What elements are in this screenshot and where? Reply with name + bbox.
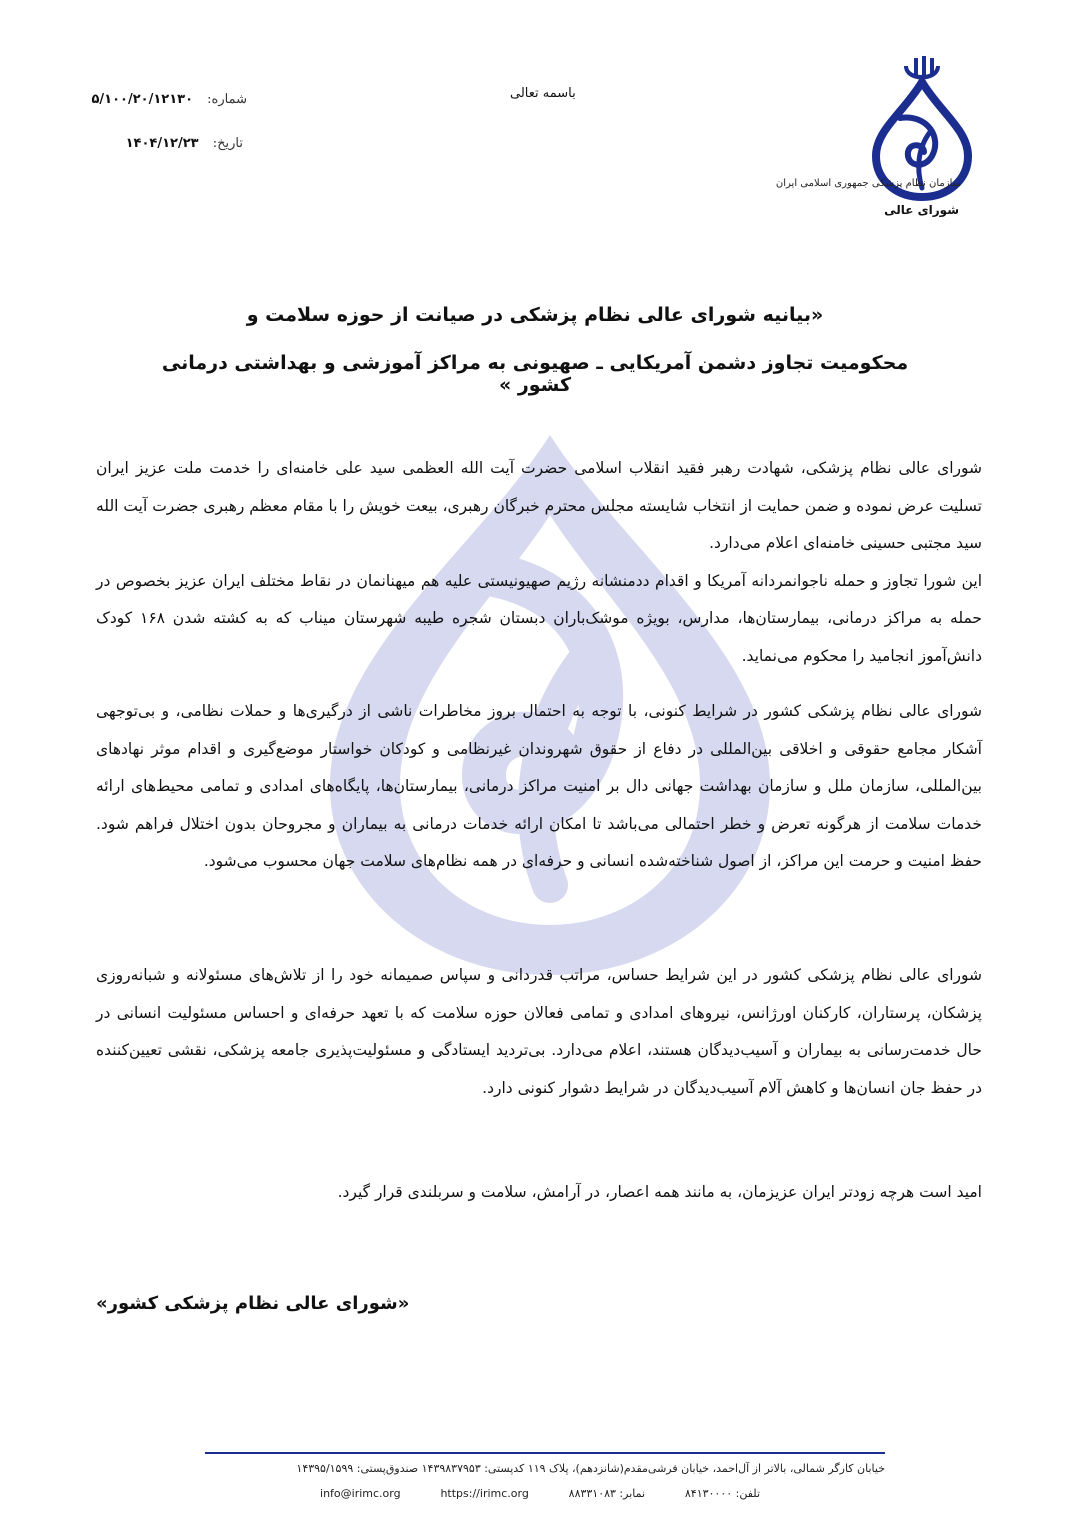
footer-phone: تلفن: ۸۴۱۳۰۰۰۰ (684, 1487, 760, 1500)
footer-email-link[interactable]: info@irimc.org (320, 1487, 401, 1500)
footer-website-link[interactable]: https://irimc.org (440, 1487, 529, 1500)
date-value: ۱۴۰۴/۱۲/۲۳ (125, 136, 199, 151)
paragraph-3-text: شورای عالی نظام پزشکی کشور در این شرایط حساس، مراتب قدردانی و سپاس صمیمانه خود را از تلاش‌های مسئولانه و شبانه‌روزی پزشکان، پرستاران، کارکنان اورژانس، نیروهای امدادی و تمامی فعالان حوزه سلامت که با تعهد حرفه‌ای و احساس مسئولیت انسانی در حال خدمت‌رسانی به بیماران و آسیب‌دیدگان هستند، اعلام می‌دارد. بی‌تردید ایستادگی و مسئولیت‌پذیری جامعه پزشکی، نقشی تعیین‌کننده در حفظ جان انسان‌ها و کاهش آلام آسیب‌دیدگان در شرایط دشوار کنونی دارد. (96, 966, 982, 1097)
paragraph-4 (96, 1174, 982, 1212)
footer-contact (320, 1487, 760, 1500)
paragraph-1-text: شورای عالی نظام پزشکی، شهادت رهبر فقید انقلاب اسلامی حضرت آیت الله العظمی سید علی خامنه‌ای را خدمت ملت عزیز ایران تسلیت عرض نموده و ضمن حمایت از انتخاب شایسته مجلس محترم خبرگان رهبری، بیعت خویش را با مقام معظم رهبری جضرت آیت الله سید مجتبی حسینی خامنه‌ای اعلام می‌دارد. (96, 459, 982, 552)
number-value: ۵/۱۰۰/۲۰/۱۲۱۳۰ (91, 92, 194, 107)
irimc-logo-icon (862, 52, 982, 222)
paragraph-1 (96, 450, 982, 675)
paragraph-2 (96, 693, 982, 881)
letter-number (91, 92, 247, 107)
statement-title-line-1: «بیانیه شورای عالی نظام پزشکی در صیانت از حوزه سلامت و (246, 304, 824, 326)
signature: «شورای عالی نظام پزشکی کشور» (96, 1293, 410, 1314)
footer-fax: نمابر: ۸۸۳۳۱۰۸۳ (568, 1487, 646, 1500)
basmala: باسمه تعالی (510, 86, 576, 101)
council-label: شورای عالی (884, 203, 959, 217)
paragraph-1b-text: این شورا تجاوز و حمله ناجوانمردانه آمریکا و اقدام ددمنشانه رژیم صهیونیستی علیه هم میهنانمان در نقاط مختلف ایران عزیز بخصوص در حمله به مراکز درمانی، بیمارستان‌ها، مدارس، بویژه موشک‌باران دبستان شجره طیبه شهرستان میناب که به کشته شدن ۱۶۸ کودک دانش‌آموز انجامید را محکوم می‌نماید. (96, 571, 982, 665)
date-label: تاریخ: (212, 136, 243, 151)
org-name: سازمان نظام پزشکی جمهوری اسلامی ایران (775, 178, 961, 189)
number-label: شماره: (207, 92, 247, 107)
letter-date (126, 136, 243, 151)
footer-divider (205, 1452, 885, 1454)
paragraph-4-text: امید است هرچه زودتر ایران عزیزمان، به مانند همه اعصار، در آرامش، سلامت و سربلندی قرار گیرد. (337, 1183, 982, 1201)
paragraph-2-text: شورای عالی نظام پزشکی کشور در شرایط کنونی، با توجه به احتمال بروز مخاطرات ناشی از درگیری‌ها و حملات نظامی، و بی‌توجهی آشکار مجامع حقوقی و اخلاقی بین‌المللی در دفاع از حقوق شهروندان غیرنظامی و کودکان خواستار موضع‌گیری و اقدام موثر نهادهای بین‌المللی، سازمان ملل و سازمان بهداشت جهانی دال بر امنیت مراکز درمانی، بیمارستان‌ها، پایگاه‌های امدادی و تمامی محیط‌های ارائه خدمات سلامت از هرگونه تعرض و خطر احتمالی می‌باشد تا امکان ارائه خدمات درمانی به بیماران و مجروحان بدون اختلال فراهم شود. حفظ امنیت و حرمت این مراکز، از اصول شناخته‌شده انسانی و حرفه‌ای در همه نظام‌های سلامت جهان محسوب می‌شود. (96, 702, 982, 870)
footer-address: خیابان کارگر شمالی، بالاتر از آل‌احمد، خیابان فرشی‌مقدم(شانزدهم)، پلاک ۱۱۹ کدپستی: ۱۴۳۹۸۳۷۹۵۳ صندوق‌پستی: ۱۴۳۹۵/۱۵۹۹ (296, 1462, 885, 1475)
statement-title-line-2: محکومیت تجاوز دشمن آمریکایی ـ صهیونی به مراکز آموزشی و بهداشتی درمانی کشور » (161, 352, 909, 396)
paragraph-3 (96, 957, 982, 1107)
